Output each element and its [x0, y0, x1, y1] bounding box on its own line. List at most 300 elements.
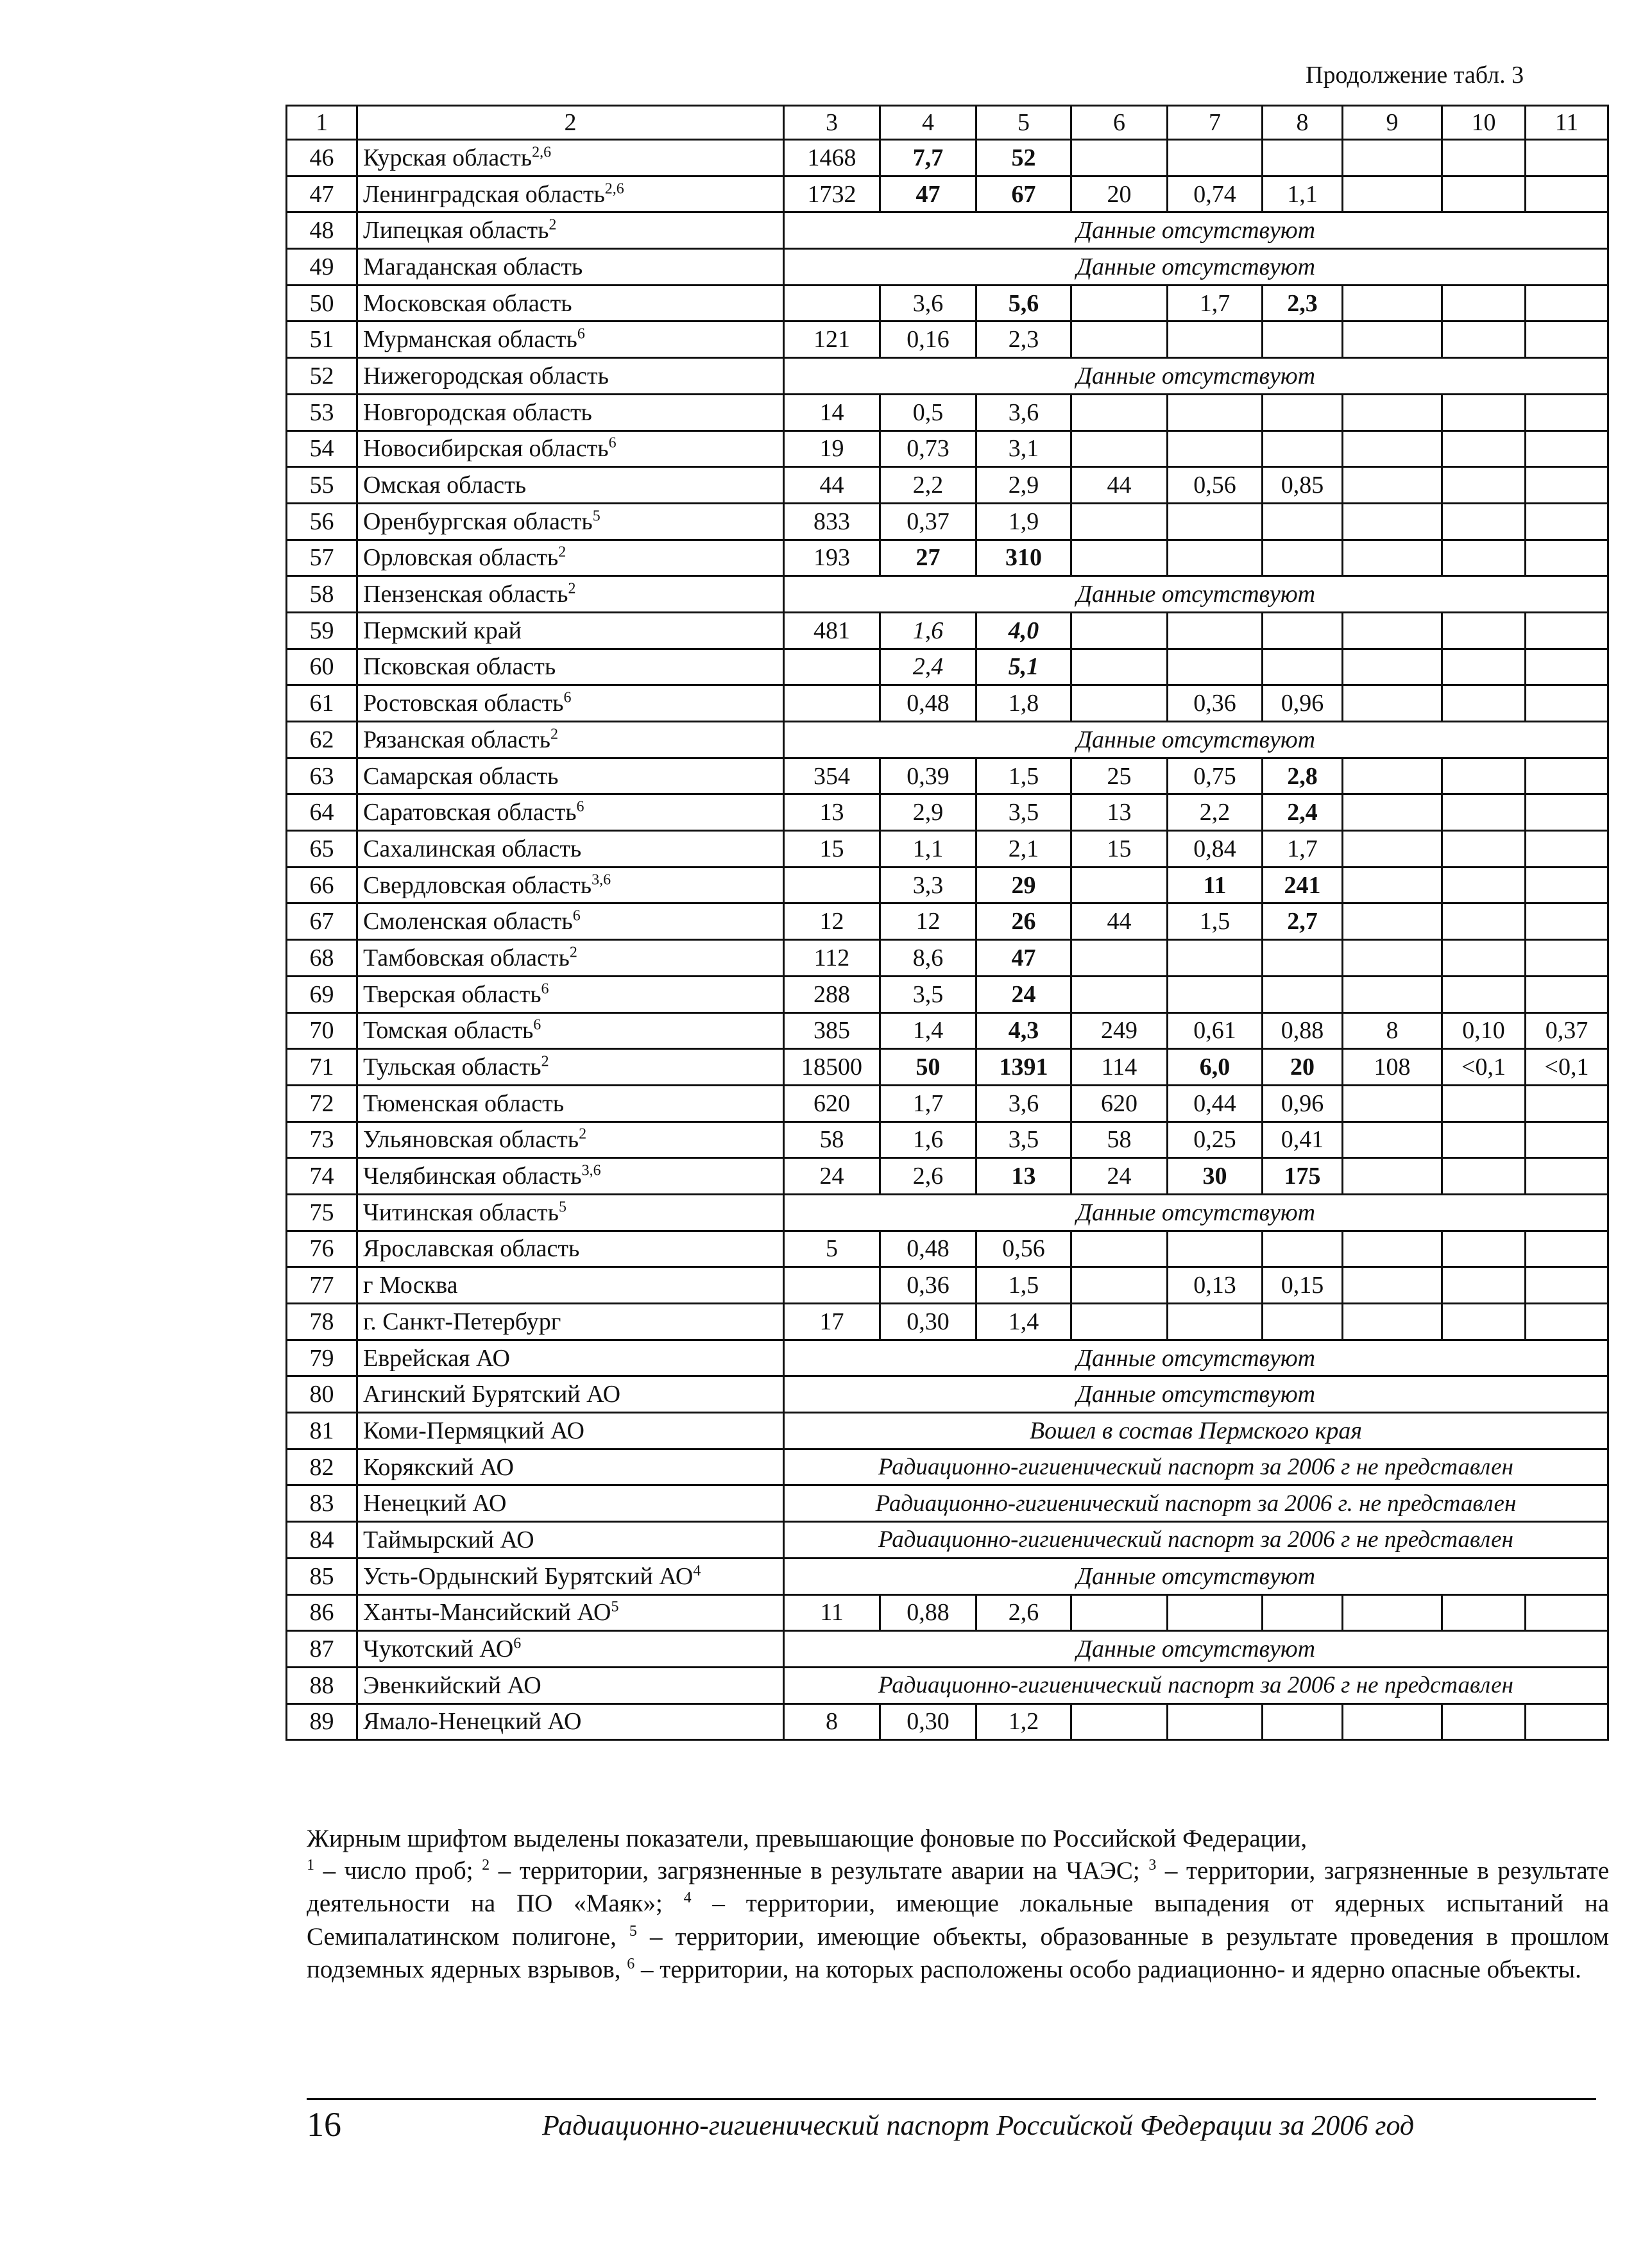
region-name: Пензенская область	[363, 581, 568, 608]
value-cell	[784, 685, 880, 722]
value-cell	[1526, 1304, 1608, 1340]
table-row	[287, 1340, 1608, 1376]
value-cell: 3,5	[880, 976, 976, 1012]
region-name-cell	[357, 685, 784, 722]
value-cell: 1,4	[976, 1304, 1071, 1340]
value-cell	[1343, 431, 1442, 467]
row-number: 56	[287, 503, 357, 540]
table-row	[287, 903, 1608, 940]
value-cell	[784, 867, 880, 903]
row-number: 89	[287, 1704, 357, 1740]
table-row	[287, 1558, 1608, 1594]
footnote-marker: 5	[629, 1922, 637, 1940]
value-cell: 2,6	[976, 1594, 1071, 1631]
value-cell	[1442, 758, 1526, 794]
region-name: Смоленская область	[363, 908, 573, 935]
value-cell: 1,2	[976, 1704, 1071, 1740]
value-cell	[1168, 1594, 1263, 1631]
column-header: 9	[1343, 106, 1442, 140]
region-name-cell	[357, 831, 784, 867]
region-name: Ростовская область	[363, 690, 564, 717]
footnote-marker: 6	[627, 1956, 635, 1973]
value-cell: 4,0	[976, 612, 1071, 649]
table-row	[287, 722, 1608, 758]
table-row	[287, 1085, 1608, 1122]
value-cell: 24	[784, 1158, 880, 1195]
value-cell: 1391	[976, 1049, 1071, 1086]
row-number: 58	[287, 576, 357, 613]
row-number: 79	[287, 1340, 357, 1376]
value-cell	[1071, 867, 1168, 903]
value-cell: 114	[1071, 1049, 1168, 1086]
value-cell: 1,5	[976, 1267, 1071, 1304]
column-header: 10	[1442, 106, 1526, 140]
value-cell: 5,6	[976, 285, 1071, 321]
value-cell	[1526, 540, 1608, 576]
region-name-cell	[357, 576, 784, 613]
value-cell	[1343, 1594, 1442, 1631]
value-cell	[1343, 685, 1442, 722]
value-cell: 25	[1071, 758, 1168, 794]
value-cell: 2,7	[1263, 903, 1343, 940]
table-row	[287, 831, 1608, 867]
value-cell	[1442, 467, 1526, 504]
region-name: Курская область	[363, 144, 532, 171]
value-cell: 0,85	[1263, 467, 1343, 504]
value-cell: 47	[880, 176, 976, 212]
value-cell: 44	[1071, 903, 1168, 940]
value-cell: 3,5	[976, 1122, 1071, 1158]
region-footnote-marker: 2	[549, 216, 557, 234]
value-cell	[1343, 1085, 1442, 1122]
value-cell: <0,1	[1442, 1049, 1526, 1086]
value-cell	[1526, 1594, 1608, 1631]
value-cell	[1168, 321, 1263, 358]
value-cell: 24	[976, 976, 1071, 1012]
footnote-marker: 4	[683, 1890, 692, 1907]
value-cell: 2,4	[880, 649, 976, 685]
value-cell	[784, 285, 880, 321]
value-cell: 1468	[784, 140, 880, 176]
value-cell	[1442, 1304, 1526, 1340]
value-cell: 0,75	[1168, 758, 1263, 794]
row-number: 50	[287, 285, 357, 321]
value-cell: 44	[1071, 467, 1168, 504]
value-cell	[1526, 1267, 1608, 1304]
value-cell	[1442, 176, 1526, 212]
value-cell	[1343, 467, 1442, 504]
footnote-text: – число проб;	[314, 1857, 482, 1884]
column-header: 5	[976, 106, 1071, 140]
value-cell	[1526, 431, 1608, 467]
value-cell	[1071, 285, 1168, 321]
table-row	[287, 1594, 1608, 1631]
value-cell	[1442, 503, 1526, 540]
row-status-note: Данные отсутствуют	[784, 722, 1608, 758]
value-cell: 30	[1168, 1158, 1263, 1195]
value-cell	[1343, 649, 1442, 685]
row-number: 72	[287, 1085, 357, 1122]
value-cell	[1071, 1594, 1168, 1631]
value-cell: 27	[880, 540, 976, 576]
value-cell: 108	[1343, 1049, 1442, 1086]
region-name-cell	[357, 867, 784, 903]
footnote-marker: 3	[1148, 1857, 1157, 1874]
region-footnote-marker: 6	[541, 980, 549, 997]
region-name-cell	[357, 722, 784, 758]
value-cell	[1343, 503, 1442, 540]
table-row	[287, 467, 1608, 504]
value-cell	[1071, 1304, 1168, 1340]
footnote-text: – территории, имеющие объекты, образованные в результате проведения в прошлом подземных ядерных взрывов,	[307, 1922, 1609, 1984]
region-footnote-marker: 5	[558, 1199, 566, 1216]
value-cell	[1442, 1594, 1526, 1631]
row-number: 85	[287, 1558, 357, 1594]
region-footnote-marker: 2,6	[532, 144, 552, 161]
value-cell	[1071, 140, 1168, 176]
region-footnote-marker: 2	[541, 1053, 549, 1070]
table-row	[287, 431, 1608, 467]
region-name-cell	[357, 431, 784, 467]
value-cell: 11	[784, 1594, 880, 1631]
row-number: 48	[287, 212, 357, 249]
value-cell	[1263, 540, 1343, 576]
value-cell: 17	[784, 1304, 880, 1340]
value-cell: 5,1	[976, 649, 1071, 685]
row-number: 65	[287, 831, 357, 867]
row-number: 59	[287, 612, 357, 649]
table-row	[287, 358, 1608, 395]
value-cell	[1526, 140, 1608, 176]
table-row	[287, 940, 1608, 977]
column-header: 3	[784, 106, 880, 140]
value-cell	[1263, 649, 1343, 685]
value-cell: 0,56	[1168, 467, 1263, 504]
value-cell: 385	[784, 1012, 880, 1049]
row-status-note: Вошел в состав Пермского края	[784, 1413, 1608, 1449]
region-name-cell	[357, 1558, 784, 1594]
region-name: Читинская область	[363, 1199, 559, 1226]
table-row	[287, 1413, 1608, 1449]
row-number: 80	[287, 1376, 357, 1413]
footnote-text: – территории, имеющие локальные выпадения от ядерных испытаний на Семипалатинском полигоне,	[307, 1890, 1610, 1951]
value-cell	[1442, 903, 1526, 940]
region-name-cell	[357, 1704, 784, 1740]
value-cell	[1343, 867, 1442, 903]
value-cell: 2,6	[880, 1158, 976, 1195]
value-cell: 15	[784, 831, 880, 867]
value-cell	[1343, 285, 1442, 321]
value-cell: 20	[1071, 176, 1168, 212]
value-cell: 1,7	[880, 1085, 976, 1122]
radiation-data-table	[285, 105, 1609, 1741]
table-row	[287, 140, 1608, 176]
value-cell	[1168, 394, 1263, 431]
value-cell: 0,88	[1263, 1012, 1343, 1049]
value-cell: 0,74	[1168, 176, 1263, 212]
value-cell: 0,37	[880, 503, 976, 540]
value-cell: 1,1	[1263, 176, 1343, 212]
table-row	[287, 1231, 1608, 1267]
value-cell	[1168, 612, 1263, 649]
table-row	[287, 285, 1608, 321]
table-row	[287, 1049, 1608, 1086]
region-name: Эвенкийский АО	[363, 1671, 541, 1699]
row-number: 74	[287, 1158, 357, 1195]
region-name-cell	[357, 1012, 784, 1049]
value-cell: 620	[784, 1085, 880, 1122]
value-cell	[1526, 1704, 1608, 1740]
table-row	[287, 758, 1608, 794]
footnote-marker: 2	[482, 1857, 490, 1874]
region-name-cell	[357, 285, 784, 321]
row-number: 57	[287, 540, 357, 576]
value-cell	[1442, 685, 1526, 722]
value-cell: 8,6	[880, 940, 976, 977]
row-status-note: Данные отсутствуют	[784, 249, 1608, 286]
value-cell	[1442, 976, 1526, 1012]
value-cell	[1263, 1304, 1343, 1340]
region-name: Еврейская АО	[363, 1344, 510, 1372]
value-cell	[1442, 1085, 1526, 1122]
region-footnote-marker: 2	[558, 543, 566, 561]
region-name-cell	[357, 1049, 784, 1086]
value-cell	[1343, 940, 1442, 977]
value-cell	[1442, 285, 1526, 321]
value-cell: 1,6	[880, 612, 976, 649]
region-name: Агинский Бурятский АО	[363, 1381, 621, 1408]
value-cell: 288	[784, 976, 880, 1012]
value-cell	[1442, 431, 1526, 467]
value-cell	[1263, 1594, 1343, 1631]
value-cell	[1343, 794, 1442, 831]
bold-values-note: Жирным шрифтом выделены показатели, превышающие фоновые по Российской Федерации,	[307, 1825, 1307, 1852]
value-cell: 0,48	[880, 685, 976, 722]
value-cell: 2,3	[1263, 285, 1343, 321]
value-cell	[1442, 140, 1526, 176]
value-cell	[1071, 431, 1168, 467]
value-cell: 5	[784, 1231, 880, 1267]
footnotes-paragraph	[307, 1854, 1609, 1986]
region-name-cell	[357, 1522, 784, 1558]
value-cell	[1526, 176, 1608, 212]
value-cell	[1442, 1158, 1526, 1195]
value-cell: 249	[1071, 1012, 1168, 1049]
value-cell: 1,4	[880, 1012, 976, 1049]
value-cell	[1343, 1231, 1442, 1267]
value-cell: 14	[784, 394, 880, 431]
value-cell	[1168, 140, 1263, 176]
footnote-text: – территории, на которых расположены особо радиационно- и ядерно опасные объекты.	[634, 1956, 1581, 1984]
value-cell: 2,2	[880, 467, 976, 504]
row-number: 60	[287, 649, 357, 685]
value-cell: 241	[1263, 867, 1343, 903]
row-status-note: Радиационно-гигиенический паспорт за 2006 г. не представлен	[784, 1485, 1608, 1522]
table-row	[287, 503, 1608, 540]
value-cell	[1526, 321, 1608, 358]
row-number: 68	[287, 940, 357, 977]
row-status-note: Данные отсутствуют	[784, 212, 1608, 249]
region-name: Чукотский АО	[363, 1635, 514, 1663]
value-cell: 58	[784, 1122, 880, 1158]
value-cell: 0,56	[976, 1231, 1071, 1267]
value-cell: 47	[976, 940, 1071, 977]
value-cell: 1732	[784, 176, 880, 212]
row-number: 87	[287, 1631, 357, 1668]
row-number: 64	[287, 794, 357, 831]
row-status-note: Данные отсутствуют	[784, 1558, 1608, 1594]
row-number: 49	[287, 249, 357, 286]
region-name-cell	[357, 176, 784, 212]
region-footnote-marker: 6	[563, 689, 572, 706]
value-cell: 0,39	[880, 758, 976, 794]
region-footnote-marker: 6	[577, 325, 585, 343]
value-cell: 0,61	[1168, 1012, 1263, 1049]
region-name-cell	[357, 140, 784, 176]
region-footnote-marker: 6	[572, 907, 581, 925]
column-header: 1	[287, 106, 357, 140]
value-cell	[1442, 794, 1526, 831]
region-name: Ульяновская область	[363, 1126, 579, 1154]
value-cell	[1442, 649, 1526, 685]
value-cell	[1526, 903, 1608, 940]
row-number: 82	[287, 1449, 357, 1485]
value-cell	[1526, 285, 1608, 321]
value-cell	[1263, 140, 1343, 176]
value-cell	[784, 649, 880, 685]
value-cell	[1071, 394, 1168, 431]
region-name-cell	[357, 503, 784, 540]
region-name-cell	[357, 358, 784, 395]
row-number: 88	[287, 1667, 357, 1704]
region-name-cell	[357, 758, 784, 794]
region-name-cell	[357, 1376, 784, 1413]
region-name-cell	[357, 394, 784, 431]
row-status-note: Радиационно-гигиенический паспорт за 2006 г не представлен	[784, 1449, 1608, 1485]
table-row	[287, 1122, 1608, 1158]
value-cell	[1526, 394, 1608, 431]
value-cell	[1343, 321, 1442, 358]
value-cell: 0,37	[1526, 1012, 1608, 1049]
value-cell	[1526, 612, 1608, 649]
region-name: Московская область	[363, 289, 572, 317]
region-name-cell	[357, 1413, 784, 1449]
region-footnote-marker: 2,6	[604, 180, 624, 197]
value-cell: 2,3	[976, 321, 1071, 358]
value-cell: 0,5	[880, 394, 976, 431]
region-name-cell	[357, 1122, 784, 1158]
value-cell: 2,4	[1263, 794, 1343, 831]
row-status-note: Радиационно-гигиенический паспорт за 2006 г не представлен	[784, 1667, 1608, 1704]
value-cell	[1263, 612, 1343, 649]
value-cell	[1263, 1704, 1343, 1740]
table-row	[287, 1194, 1608, 1231]
region-name: Оренбургская область	[363, 508, 593, 535]
value-cell	[1442, 612, 1526, 649]
region-name-cell	[357, 976, 784, 1012]
value-cell: 12	[784, 903, 880, 940]
table-body	[287, 106, 1608, 1740]
region-name-cell	[357, 1594, 784, 1631]
value-cell	[1526, 467, 1608, 504]
table-row	[287, 1158, 1608, 1195]
region-footnote-marker: 3,6	[581, 1162, 601, 1179]
value-cell	[1071, 321, 1168, 358]
value-cell: 1,1	[880, 831, 976, 867]
value-cell: 0,84	[1168, 831, 1263, 867]
value-cell: 20	[1263, 1049, 1343, 1086]
value-cell	[1071, 1704, 1168, 1740]
value-cell	[1343, 1704, 1442, 1740]
region-name: Коми-Пермяцкий АО	[363, 1417, 584, 1444]
value-cell	[1263, 394, 1343, 431]
value-cell	[1343, 1304, 1442, 1340]
value-cell	[1526, 649, 1608, 685]
region-name: Нижегородская область	[363, 362, 609, 389]
value-cell: 3,6	[880, 285, 976, 321]
region-name-cell	[357, 1485, 784, 1522]
table-row	[287, 576, 1608, 613]
row-number: 77	[287, 1267, 357, 1304]
region-name-cell	[357, 467, 784, 504]
value-cell	[1168, 503, 1263, 540]
region-name: Тамбовская область	[363, 944, 570, 971]
table-row	[287, 1667, 1608, 1704]
value-cell: 0,48	[880, 1231, 976, 1267]
row-number: 75	[287, 1194, 357, 1231]
value-cell: 8	[1343, 1012, 1442, 1049]
value-cell	[1343, 1158, 1442, 1195]
value-cell: 1,6	[880, 1122, 976, 1158]
row-number: 46	[287, 140, 357, 176]
table-row	[287, 1449, 1608, 1485]
value-cell	[1526, 685, 1608, 722]
region-name-cell	[357, 940, 784, 977]
region-name-cell	[357, 1267, 784, 1304]
table-continuation-label: Продолжение табл. 3	[1306, 62, 1524, 89]
value-cell: 19	[784, 431, 880, 467]
region-name-cell	[357, 212, 784, 249]
row-number: 70	[287, 1012, 357, 1049]
value-cell: 1,9	[976, 503, 1071, 540]
value-cell: 3,3	[880, 867, 976, 903]
value-cell: 0,44	[1168, 1085, 1263, 1122]
value-cell: 0,25	[1168, 1122, 1263, 1158]
row-status-note: Данные отсутствуют	[784, 576, 1608, 613]
value-cell: 11	[1168, 867, 1263, 903]
table-row	[287, 649, 1608, 685]
value-cell: 7,7	[880, 140, 976, 176]
region-name-cell	[357, 249, 784, 286]
row-status-note: Данные отсутствуют	[784, 1376, 1608, 1413]
value-cell: 193	[784, 540, 880, 576]
region-name: Таймырский АО	[363, 1526, 534, 1553]
row-number: 61	[287, 685, 357, 722]
value-cell: 0,13	[1168, 1267, 1263, 1304]
row-number: 62	[287, 722, 357, 758]
region-name: Ямало-Ненецкий АО	[363, 1708, 582, 1736]
region-name: Мурманская область	[363, 326, 577, 354]
region-name-cell	[357, 649, 784, 685]
value-cell	[1343, 1122, 1442, 1158]
region-name: Рязанская область	[363, 726, 550, 753]
table-row	[287, 1704, 1608, 1740]
value-cell: 0,30	[880, 1704, 976, 1740]
value-cell	[1343, 612, 1442, 649]
value-cell: 15	[1071, 831, 1168, 867]
region-name: г. Санкт-Петербург	[363, 1308, 561, 1335]
value-cell	[1343, 176, 1442, 212]
